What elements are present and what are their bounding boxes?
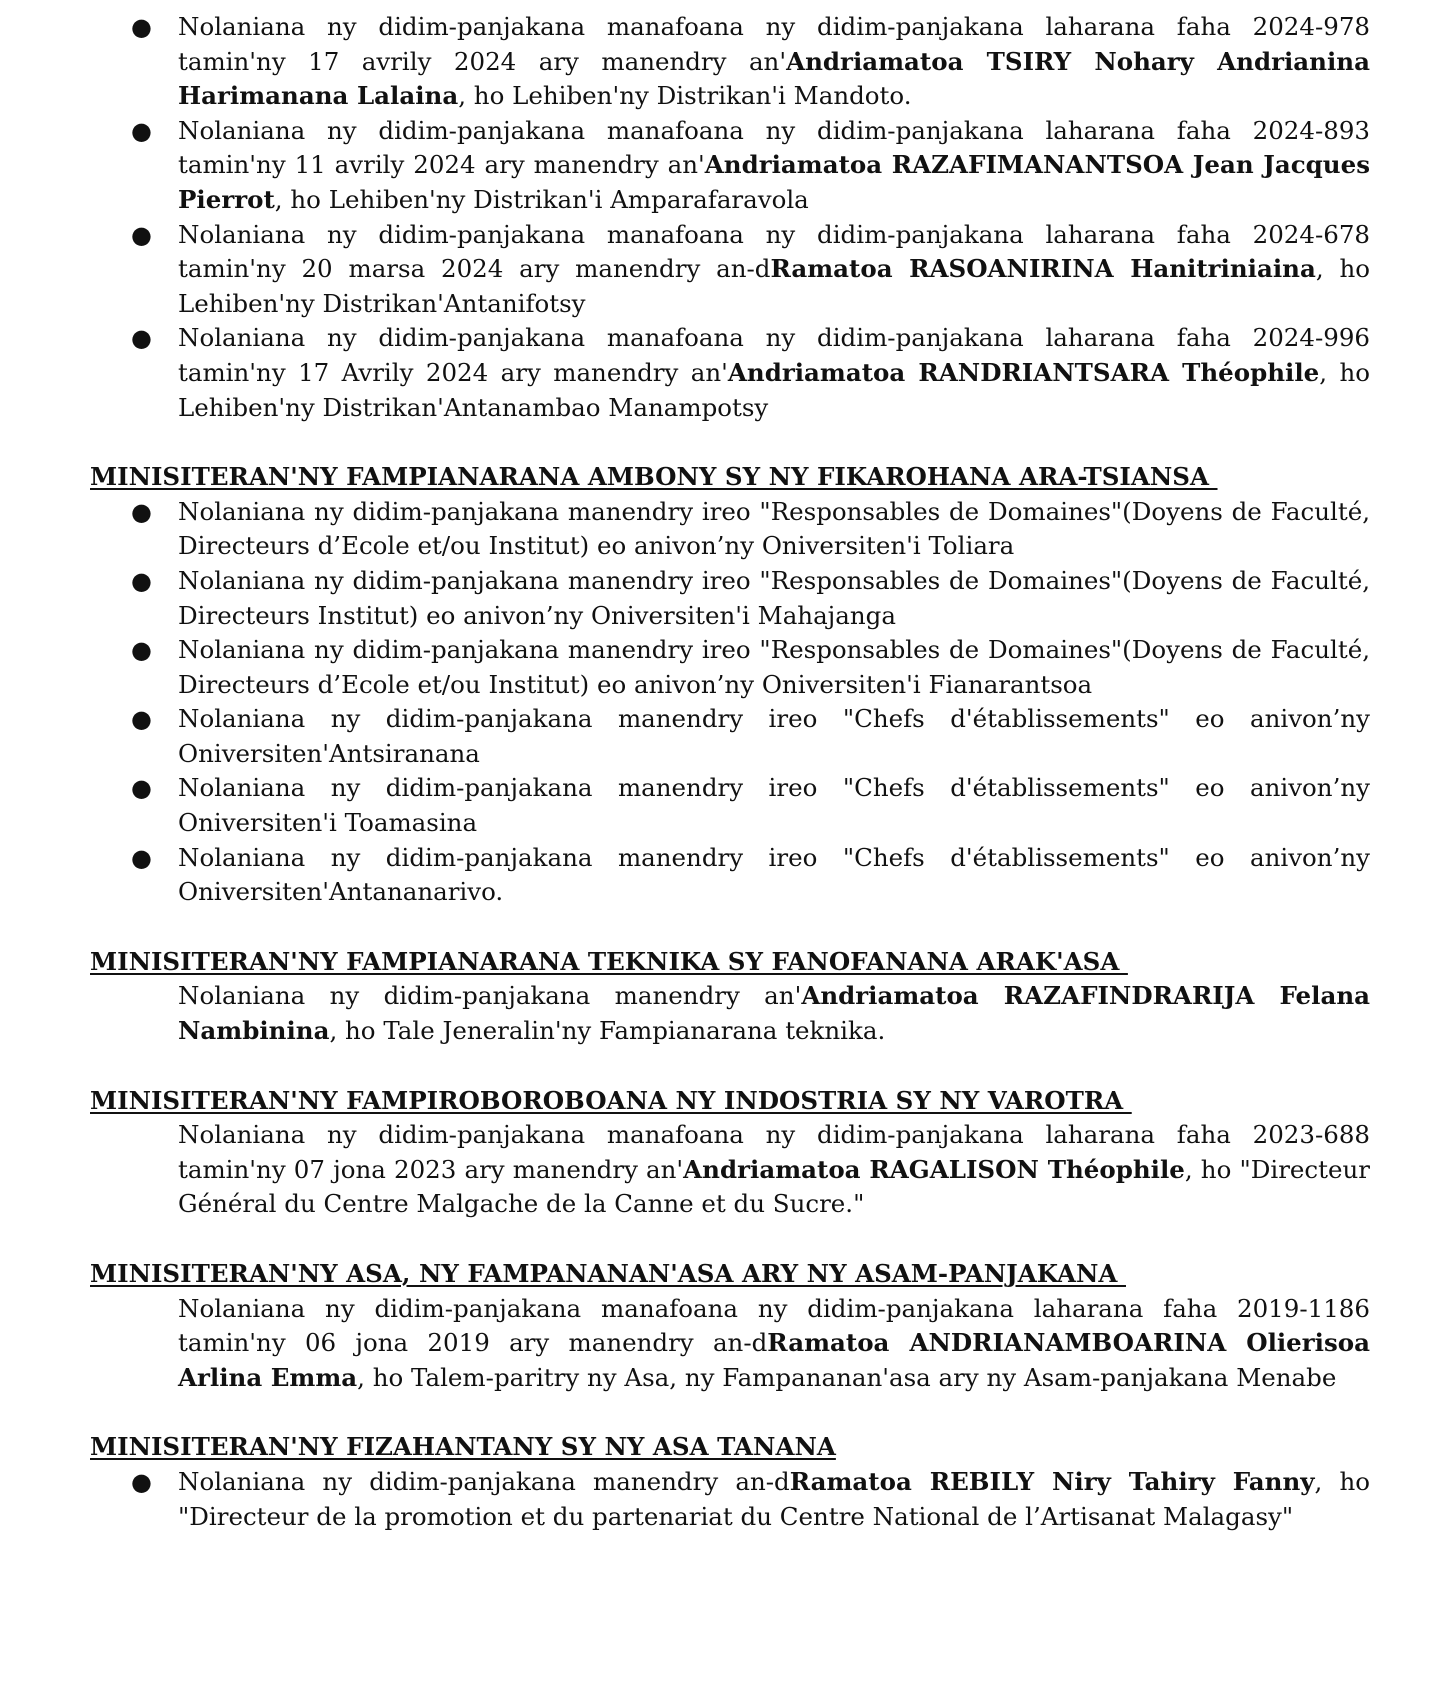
section-tourism-handicrafts [90,1430,1370,1534]
bullet-icon: ● [131,220,152,249]
bullet-icon: ● [131,497,152,526]
list-item: ● Nolaniana ny didim-panjakana manendry ireo "Chefs d'établissements" eo anivon’ny Oniversiten'Antananarivo. [131,842,1370,907]
bullet-icon: ● [131,843,152,872]
list-item: ● Nolaniana ny didim-panjakana manafoana ny didim-panjakana laharana faha 2024-996 tamin'ny 17 Avrily 2024 ary manendry an'Andriamatoa RANDRIANTSARA Théophile, ho Lehiben'ny Distrikan'Antanambao Manampotsy [131,323,1370,422]
bullet-icon: ● [131,324,152,353]
section-heading: MINISITERAN'NY FAMPIROBOROBOANA NY INDOSTRIA SY NY VAROTRA [90,1085,1132,1115]
list-item: ● Nolaniana ny didim-panjakana manendry ireo "Chefs d'établissements" eo anivon’ny Oniversiten'i Toamasina [131,773,1370,838]
section-labour-public-service [90,1257,1370,1395]
section-higher-education [90,460,1370,910]
bullet-icon: ● [131,1467,152,1496]
bullet-icon: ● [131,116,152,145]
list-item: ● Nolaniana ny didim-panjakana manafoana ny didim-panjakana laharana faha 2024-893 tamin'ny 11 avrily 2024 ary manendry an'Andriamatoa RAZAFIMANANTSOA Jean Jacques Pierrot, ho Lehiben'ny Distrikan'i Amparafaravola [131,115,1371,214]
list-item: ● Nolaniana ny didim-panjakana manendry ireo "Chefs d'établissements" eo anivon’ny Oniversiten'Antsiranana [131,704,1370,768]
district-chief-list [90,10,1370,425]
bullet-icon: ● [131,566,152,595]
section-heading: MINISITERAN'NY ASA, NY FAMPANANAN'ASA ARY NY ASAM-PANJAKANA [90,1259,1126,1288]
section-paragraph: Nolaniana ny didim-panjakana manafoana ny didim-panjakana laharana faha 2019-1186 tamin'ny 06 jona 2019 ary manendry an-dRamatoa ANDRIANAMBOARINA Olierisoa Arlina Emma, ho Talem-paritry ny Asa, ny Fampananan'asa ary ny Asam-panjakana Menabe [178,1293,1370,1392]
section-heading: MINISITERAN'NY FIZAHANTANY SY NY ASA TANANA [90,1432,836,1462]
list-item: ● Nolaniana ny didim-panjakana manendry ireo "Responsables de Domaines"(Doyens de Faculté, Directeurs d’Ecole et/ou Institut) eo anivon’ny Oniversiten'i Fianarantsoa [131,635,1370,699]
bullet-icon: ● [131,13,152,41]
bullet-icon: ● [131,774,152,803]
bullet-icon: ● [131,705,152,734]
section-heading: MINISITERAN'NY FAMPIANARANA TEKNIKA SY FANOFANANA ARAK'ASA [90,946,1128,976]
list-item: ● Nolaniana ny didim-panjakana manafoana ny didim-panjakana laharana faha 2024-978 tamin'ny 17 avrily 2024 ary manendry an'Andriamatoa TSIRY Nohary Andrianina Harimanana Lalaina, ho Lehiben'ny Distrikan'i Mandoto. [131,12,1370,111]
list-item: ● Nolaniana ny didim-panjakana manafoana ny didim-panjakana laharana faha 2024-678 tamin'ny 20 marsa 2024 ary manendry an-dRamatoa RASOANIRINA Hanitriniaina, ho Lehiben'ny Distrikan'Antanifotsy [131,219,1370,318]
section-technical-education [90,945,1370,1049]
bullet-icon: ● [131,636,152,665]
list-item: ● Nolaniana ny didim-panjakana manendry an-dRamatoa REBILY Niry Tahiry Fanny, ho "Directeur de la promotion et du partenariat du Centre National de l’Artisanat Malagasy" [131,1466,1371,1531]
section-industry-commerce [90,1084,1370,1222]
section-paragraph: Nolaniana ny didim-panjakana manendry an'Andriamatoa RAZAFINDRARIJA Felana Nambinina, ho Tale Jeneralin'ny Fampianarana teknika. [178,981,1371,1046]
list-item: ● Nolaniana ny didim-panjakana manendry ireo "Responsables de Domaines"(Doyens de Faculté, Directeurs d’Ecole et/ou Institut) eo anivon’ny Oniversiten'i Toliara [131,496,1370,561]
section-heading: MINISITERAN'NY FAMPIANARANA AMBONY SY NY FIKAROHANA ARA-TSIANSA [90,462,1218,492]
list-item: ● Nolaniana ny didim-panjakana manendry ireo "Responsables de Domaines"(Doyens de Faculté, Directeurs Institut) eo anivon’ny Oniversiten'i Mahajanga [131,565,1370,630]
section-paragraph: Nolaniana ny didim-panjakana manafoana ny didim-panjakana laharana faha 2023-688 tamin'ny 07 jona 2023 ary manendry an'Andriamatoa RAGALISON Théophile, ho "Directeur Général du Centre Malgache de la Canne et du Sucre." [178,1120,1370,1219]
